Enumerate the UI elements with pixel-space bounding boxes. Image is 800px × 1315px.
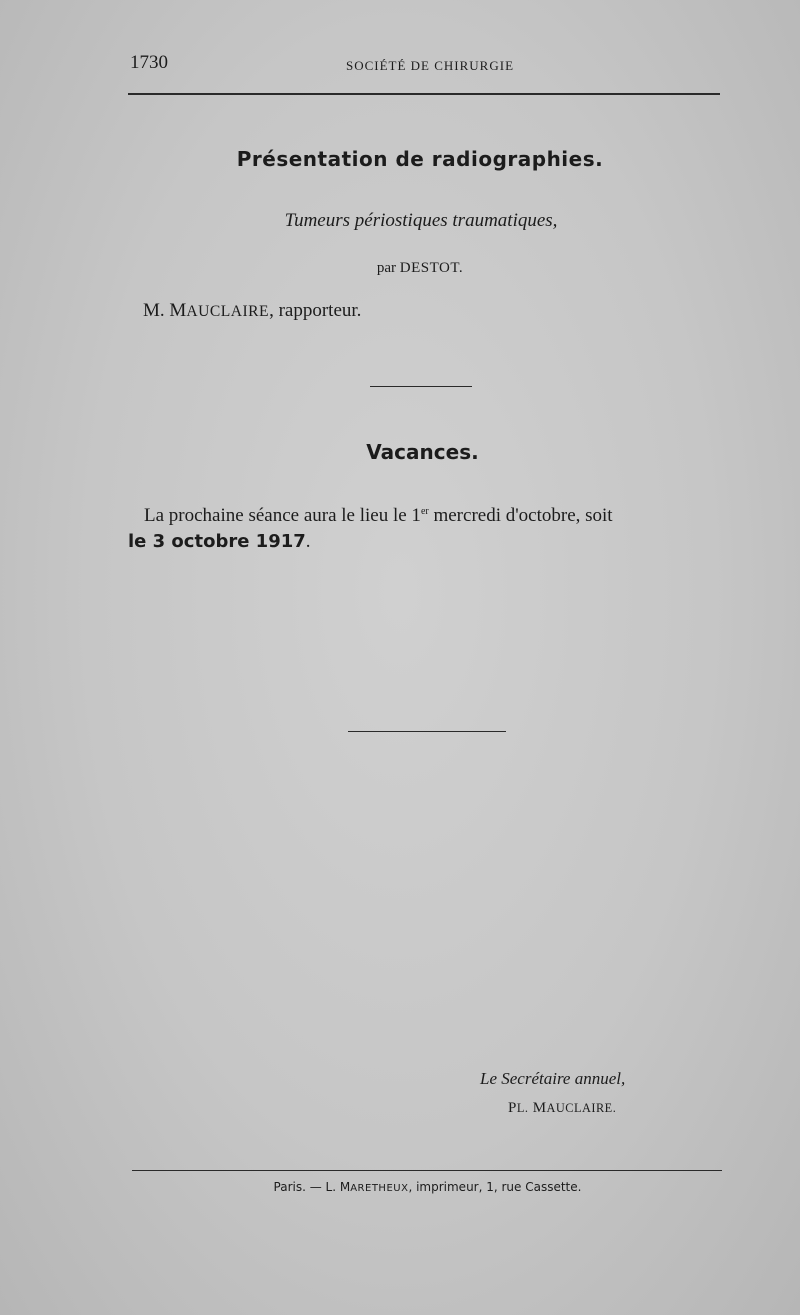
imprint-start: Paris. — L.: [273, 1180, 337, 1194]
sig-rest-1: L.: [516, 1101, 529, 1115]
section-subtitle: Tumeurs périostiques traumatiques,: [284, 210, 558, 231]
para-text-2: mercredi d'octobre, soit: [428, 505, 613, 526]
running-head: SOCIÉTÉ DE CHIRURGIE: [345, 58, 515, 73]
page-number: 1730: [130, 52, 168, 73]
sig-initial-2: M: [532, 1100, 547, 1116]
imprint-initial: M: [339, 1180, 351, 1194]
rapporteur-suffix: , rapporteur.: [269, 300, 362, 321]
imprint-end: , imprimeur, 1, rue Cassette.: [408, 1180, 582, 1194]
byline-author: DESTOT.: [399, 260, 464, 276]
imprint-printer: ARETHEUX: [350, 1183, 409, 1194]
vacances-paragraph: [128, 503, 720, 555]
closing-divider: [348, 731, 506, 732]
section-divider: [370, 386, 472, 387]
rapporteur-line: [143, 300, 361, 322]
rapporteur-prefix: M.: [143, 300, 165, 321]
para-end: .: [305, 531, 311, 552]
signature-name: [508, 1100, 616, 1117]
byline-prefix: par: [376, 260, 397, 276]
sig-rest-2: AUCLAIRE.: [546, 1101, 617, 1115]
rapporteur-initial: M: [169, 300, 187, 321]
para-date: le 3 octobre 1917: [128, 531, 306, 552]
signature-title: Le Secrétaire annuel,: [480, 1069, 626, 1088]
printer-imprint: [0, 1180, 800, 1194]
byline: [0, 260, 800, 277]
section-title-vacances: Vacances.: [366, 440, 479, 464]
section-title-radiographies: Présentation de radiographies.: [236, 147, 604, 171]
para-text-1: La prochaine séance aura le lieu le 1: [144, 505, 421, 526]
rapporteur-name: AUCLAIRE: [186, 303, 270, 320]
sig-initial-1: P: [508, 1100, 517, 1116]
footer-rule: [132, 1170, 722, 1171]
header-rule: [128, 93, 720, 95]
para-superscript: er: [420, 506, 429, 517]
